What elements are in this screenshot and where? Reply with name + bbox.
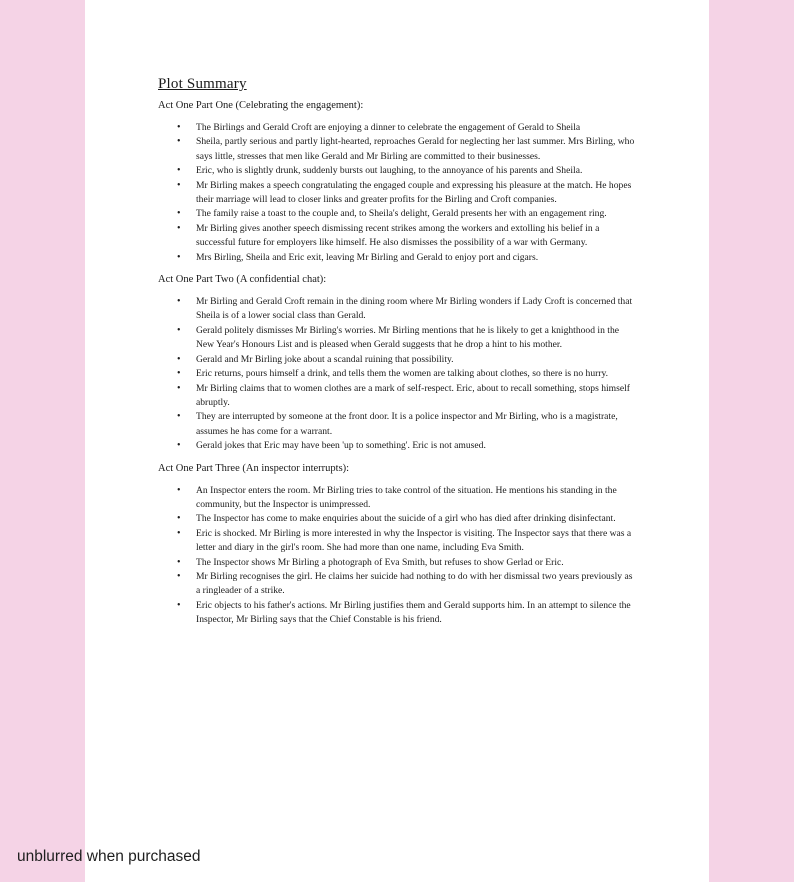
list-item: • The Inspector has come to make enquiries about the suicide of a girl who has died after drinking disinfectant. <box>196 512 638 526</box>
document-content <box>158 76 638 636</box>
list-item: • Eric objects to his father's actions. Mr Birling justifies them and Gerald supports him. In an attempt to silence the Inspector, Mr Birling says that the Chief Constable is his friend. <box>196 599 638 628</box>
list-item: • Gerald and Mr Birling joke about a scandal ruining that possibility. <box>196 353 638 367</box>
list-item: • An Inspector enters the room. Mr Birling tries to take control of the situation. He mentions his standing in the community, but the Inspector is unimpressed. <box>196 484 638 513</box>
bullet-list-part-one <box>158 121 638 265</box>
section-heading-part-one: Act One Part One (Celebrating the engagement): <box>158 100 364 111</box>
list-item: • Mr Birling recognises the girl. He claims her suicide had nothing to do with her dismissal two years previously as a ringleader of a strike. <box>196 570 638 599</box>
bullet-list-part-two <box>158 295 638 453</box>
list-item: • Mrs Birling, Sheila and Eric exit, leaving Mr Birling and Gerald to enjoy port and cigars. <box>196 251 638 265</box>
section-heading-part-three: Act One Part Three (An inspector interrupts): <box>158 462 350 474</box>
list-item: • Eric, who is slightly drunk, suddenly bursts out laughing, to the annoyance of his parents and Sheila. <box>196 164 638 178</box>
list-item: • Mr Birling claims that to women clothes are a mark of self-respect. Eric, about to recall something, stops himself abruptly. <box>196 382 638 411</box>
list-item: • The family raise a toast to the couple and, to Sheila's delight, Gerald presents her with an engagement ring. <box>196 207 638 221</box>
list-item: • Gerald jokes that Eric may have been 'up to something'. Eric is not amused. <box>196 439 638 453</box>
section-heading-part-two: Act One Part Two (A confidential chat): <box>158 274 327 286</box>
list-item: • Sheila, partly serious and partly light-hearted, reproaches Gerald for neglecting her last summer. Mrs Birling, who says little, stresses that men like Gerald and Mr Birling are committed to their businesses. <box>196 135 638 164</box>
list-item: • Mr Birling makes a speech congratulating the engaged couple and expressing his pleasure at the match. He hopes their marriage will lead to closer links and greater profits for the Birling and Croft companies. <box>196 179 638 208</box>
list-item: • Mr Birling gives another speech dismissing recent strikes among the workers and extolling his belief in a successful future for employers like himself. He also dismisses the possibility of a war with Germany. <box>196 222 638 251</box>
list-item: • They are interrupted by someone at the front door. It is a police inspector and Mr Birling, who is a magistrate, assumes he has come for a warrant. <box>196 410 638 439</box>
list-item: • The Birlings and Gerald Croft are enjoying a dinner to celebrate the engagement of Gerald to Sheila <box>196 121 638 135</box>
list-item: • Eric returns, pours himself a drink, and tells them the women are talking about clothes, so there is no hurry. <box>196 367 638 381</box>
list-item: • Gerald politely dismisses Mr Birling's worries. Mr Birling mentions that he is likely to get a knighthood in the New Year's Honours List and is pleased when Gerald suggests that he drop a hint to his mother. <box>196 324 638 353</box>
document-title: Plot Summary <box>158 76 247 92</box>
document-page <box>85 0 709 882</box>
list-item: • Mr Birling and Gerald Croft remain in the dining room where Mr Birling wonders if Lady Croft is concerned that Sheila is of a lower social class than Gerald. <box>196 295 638 324</box>
bullet-list-part-three <box>158 484 638 628</box>
unblurred-note: unblurred when purchased <box>17 848 201 865</box>
list-item: • Eric is shocked. Mr Birling is more interested in why the Inspector is visiting. The Inspector says that there was a letter and diary in the girl's room. She had more than one name, including Eva Smith. <box>196 527 638 556</box>
list-item: • The Inspector shows Mr Birling a photograph of Eva Smith, but refuses to show Gerlad or Eric. <box>196 556 638 570</box>
